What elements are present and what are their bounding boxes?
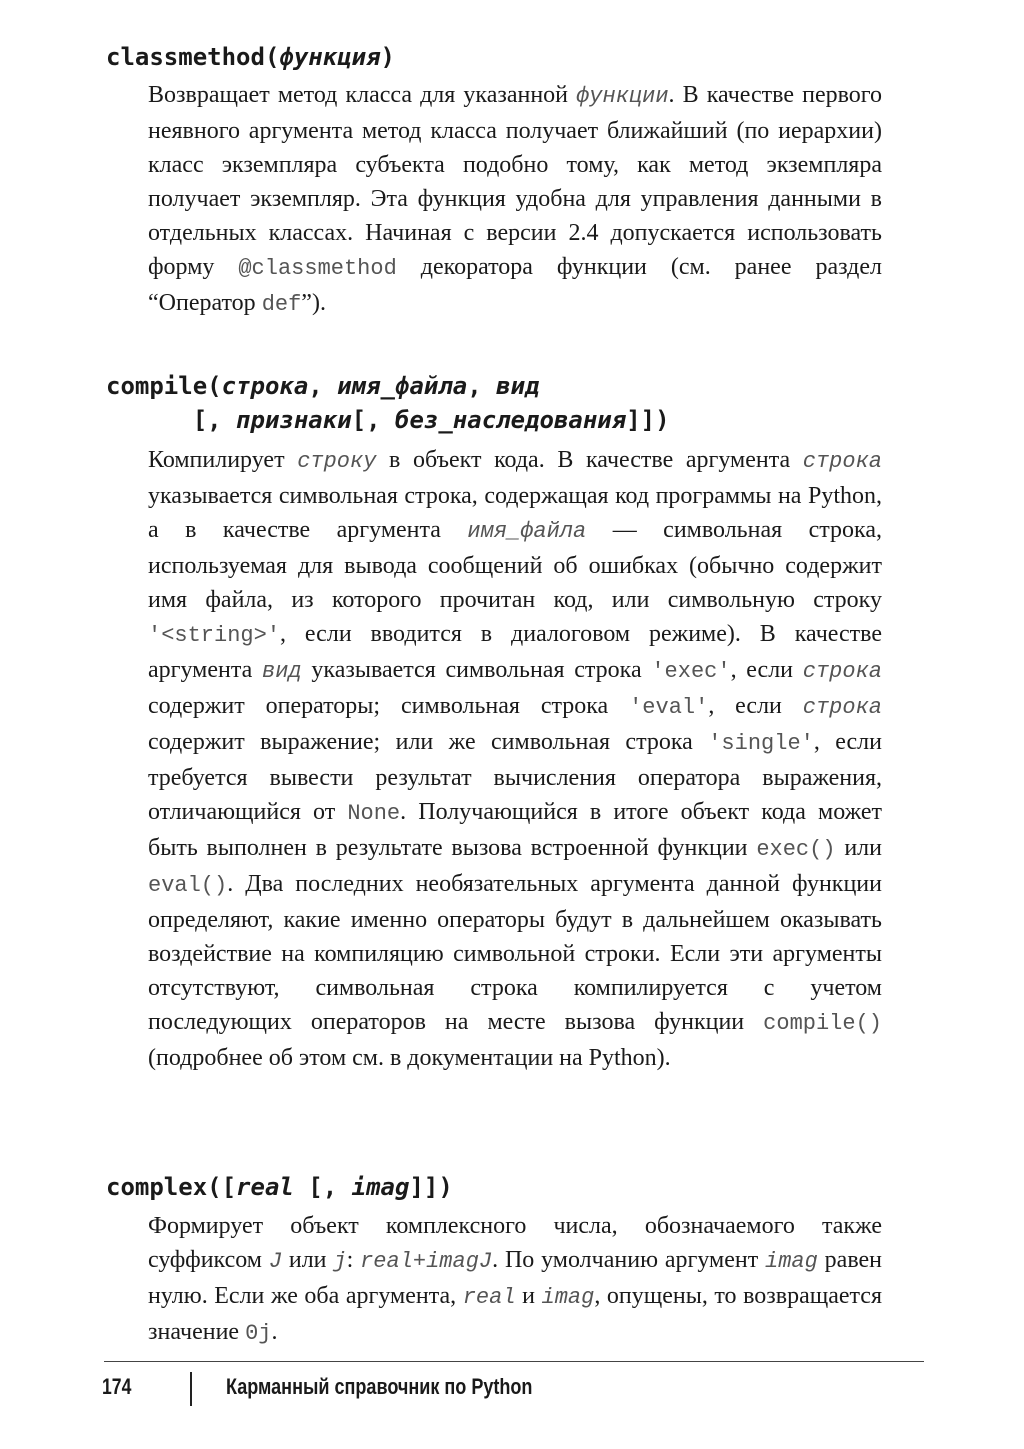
inline-code: j xyxy=(333,1249,347,1274)
inline-code: imag xyxy=(541,1285,595,1310)
inline-code: exec() xyxy=(756,837,836,862)
description-text: декоратора функции (см. ранее раздел “Оператор xyxy=(148,254,882,316)
description-text: . Два последних необязательных аргумента данной функции определяют, какие именно операторы будут в дальнейшем оказывать воздействие на компиляцию символьной строки. Если эти аргументы отсутствуют, символьная строка компилируется с учетом последующих операторов на месте вызова функции xyxy=(148,871,882,1035)
description-text: ”). xyxy=(301,290,326,316)
inline-code: '<string>' xyxy=(148,623,281,648)
description-text: , опущены, то возвращается значение xyxy=(148,1283,883,1345)
signature-token: , xyxy=(308,372,338,400)
entry-signature-compile xyxy=(106,369,924,437)
inline-code: строка xyxy=(802,449,882,474)
description-text: (подробнее об этом см. в документации на Python). xyxy=(148,1045,671,1071)
inline-code: eval() xyxy=(148,873,228,898)
description-text: , если xyxy=(708,693,803,719)
signature-token: compile( xyxy=(106,372,222,400)
inline-code: None xyxy=(347,801,401,826)
page-number: 174 xyxy=(102,1374,132,1399)
signature-token: [, xyxy=(293,1173,352,1201)
inline-code: @classmethod xyxy=(238,256,397,281)
description-text: — символьная строка, используемая для вывода сообщений об ошибках (обычно содержит имя файла, из которого прочитан код, или символьную строку xyxy=(148,517,883,613)
description-text: содержит выражение; или же символьная строка xyxy=(148,729,709,755)
signature-token: ]]) xyxy=(409,1173,453,1201)
description-text: содержит операторы; символьная строка xyxy=(148,693,630,719)
entry-signature-classmethod xyxy=(106,40,924,74)
description-text: или xyxy=(835,835,882,861)
signature-argument: imag xyxy=(351,1173,410,1201)
inline-code: 'exec' xyxy=(651,659,731,684)
running-title: Карманный справочник по Python xyxy=(226,1374,533,1399)
inline-code: имя_файла xyxy=(467,519,587,544)
description-text: . По умолчанию аргумент xyxy=(492,1247,766,1273)
description-text: Формирует объект комплексного числа, обозначаемого также суффиксом xyxy=(148,1213,882,1273)
signature-token: [, xyxy=(106,406,237,434)
description-text: Возвращает метод класса для указанной xyxy=(148,82,577,108)
signature-argument: признаки xyxy=(236,406,352,434)
description-text: и xyxy=(515,1283,542,1309)
inline-code: функции xyxy=(576,84,669,109)
inline-code: J xyxy=(268,1249,283,1274)
inline-code: вид xyxy=(262,659,302,684)
description-text: . Получающийся в итоге объект кода может быть выполнен в результате вызова встроенной функции xyxy=(148,799,883,861)
inline-code: real xyxy=(462,1285,516,1310)
signature-argument: строка xyxy=(221,372,309,400)
signature-token: [, xyxy=(351,406,395,434)
inline-code: строку xyxy=(297,449,377,474)
inline-code: compile() xyxy=(763,1011,882,1036)
description-text: равен нулю. Если же оба аргумента, xyxy=(148,1247,883,1309)
description-text: Компилирует xyxy=(148,447,298,473)
signature-token: , xyxy=(467,372,497,400)
entry-description-compile xyxy=(148,443,882,1075)
description-text: , если xyxy=(730,657,803,683)
description-text: или xyxy=(282,1247,334,1273)
inline-code: 0j xyxy=(245,1321,272,1346)
inline-code: 'single' xyxy=(708,731,814,756)
description-text: в объект кода. В качестве аргумента xyxy=(376,447,803,473)
inline-code: строка xyxy=(802,659,882,684)
signature-line xyxy=(106,369,924,403)
entry-description-classmethod xyxy=(148,78,882,322)
inline-code: строка xyxy=(802,695,882,720)
signature-line xyxy=(106,1170,924,1204)
description-text: , если требуется вывести результат вычисления оператора выражения, отличающийся от xyxy=(148,729,882,825)
signature-token: ) xyxy=(380,43,395,71)
signature-token: classmethod( xyxy=(106,43,280,71)
description-text: указывается символьная строка xyxy=(301,657,652,683)
description-text: , если вводится в диалоговом режиме). В качестве аргумента xyxy=(148,621,882,683)
inline-code: def xyxy=(261,292,302,317)
signature-argument: имя_файла xyxy=(337,372,468,400)
entry-description-complex xyxy=(148,1209,882,1351)
signature-line xyxy=(106,40,924,74)
description-text: . xyxy=(271,1319,278,1345)
signature-token: complex([ xyxy=(106,1173,237,1201)
description-text: : xyxy=(346,1247,361,1273)
inline-code: 'eval' xyxy=(629,695,709,720)
footer-separator xyxy=(190,1372,192,1406)
signature-token: ]]) xyxy=(626,406,670,434)
inline-code: imag xyxy=(765,1249,818,1274)
description-text: указывается символьная строка, содержащая код программы на Python, а в качестве аргумента xyxy=(148,483,882,543)
signature-argument: без_наследования xyxy=(395,406,627,434)
signature-line xyxy=(106,403,924,437)
description-text: . В качестве первого неявного аргумента метод класса получает ближайший (по иерархии) класс экземпляра субъекта подобно тому, как метод экземпляра получает экземпляр. Эта функция удобна для управления данными в отдельных классах. Начиная с версии 2.4 допускается использовать форму xyxy=(148,82,883,280)
entry-signature-complex xyxy=(106,1170,924,1204)
signature-argument: вид xyxy=(496,372,540,400)
inline-code: real+imagJ xyxy=(360,1249,493,1274)
footer-rule xyxy=(104,1361,924,1362)
signature-argument: функция xyxy=(279,43,381,71)
signature-argument: real xyxy=(236,1173,294,1201)
